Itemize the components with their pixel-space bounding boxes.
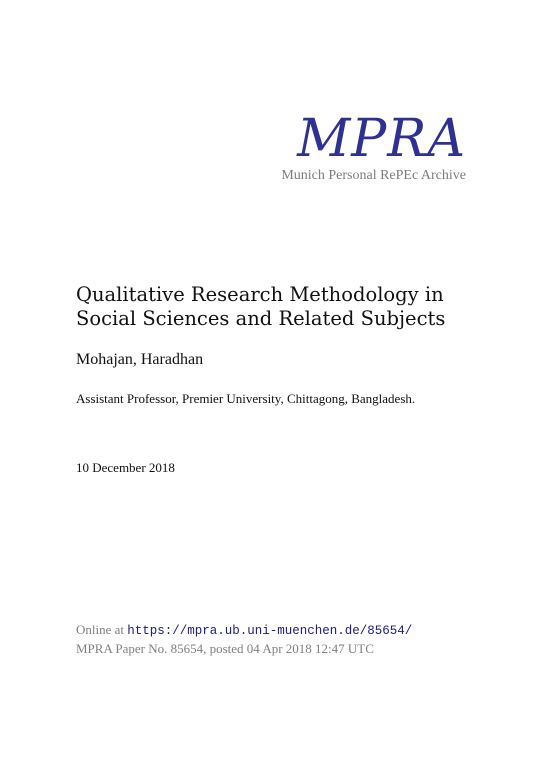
paper-info: MPRA Paper No. 85654, posted 04 Apr 2018 12:47 UTC <box>76 641 374 656</box>
publication-date: 10 December 2018 <box>76 460 175 475</box>
paper-title <box>76 283 496 331</box>
author: Mohajan, Haradhan <box>76 351 204 368</box>
footer <box>76 621 412 657</box>
online-line <box>76 621 412 640</box>
logo-subtitle: Munich Personal RePEc Archive <box>281 168 466 183</box>
online-prefix: Online at <box>76 622 125 637</box>
mpra-logo <box>281 109 466 184</box>
title-line-1: Qualitative Research Methodology in <box>76 283 444 306</box>
affiliation: Assistant Professor, Premier University, Chittagong, Bangladesh. <box>76 391 416 406</box>
title-line-2: Social Sciences and Related Subjects <box>76 307 446 330</box>
logo-mark: MPRA <box>297 109 466 169</box>
paper-url-link[interactable]: https://mpra.ub.uni-muenchen.de/85654/ <box>127 624 413 638</box>
